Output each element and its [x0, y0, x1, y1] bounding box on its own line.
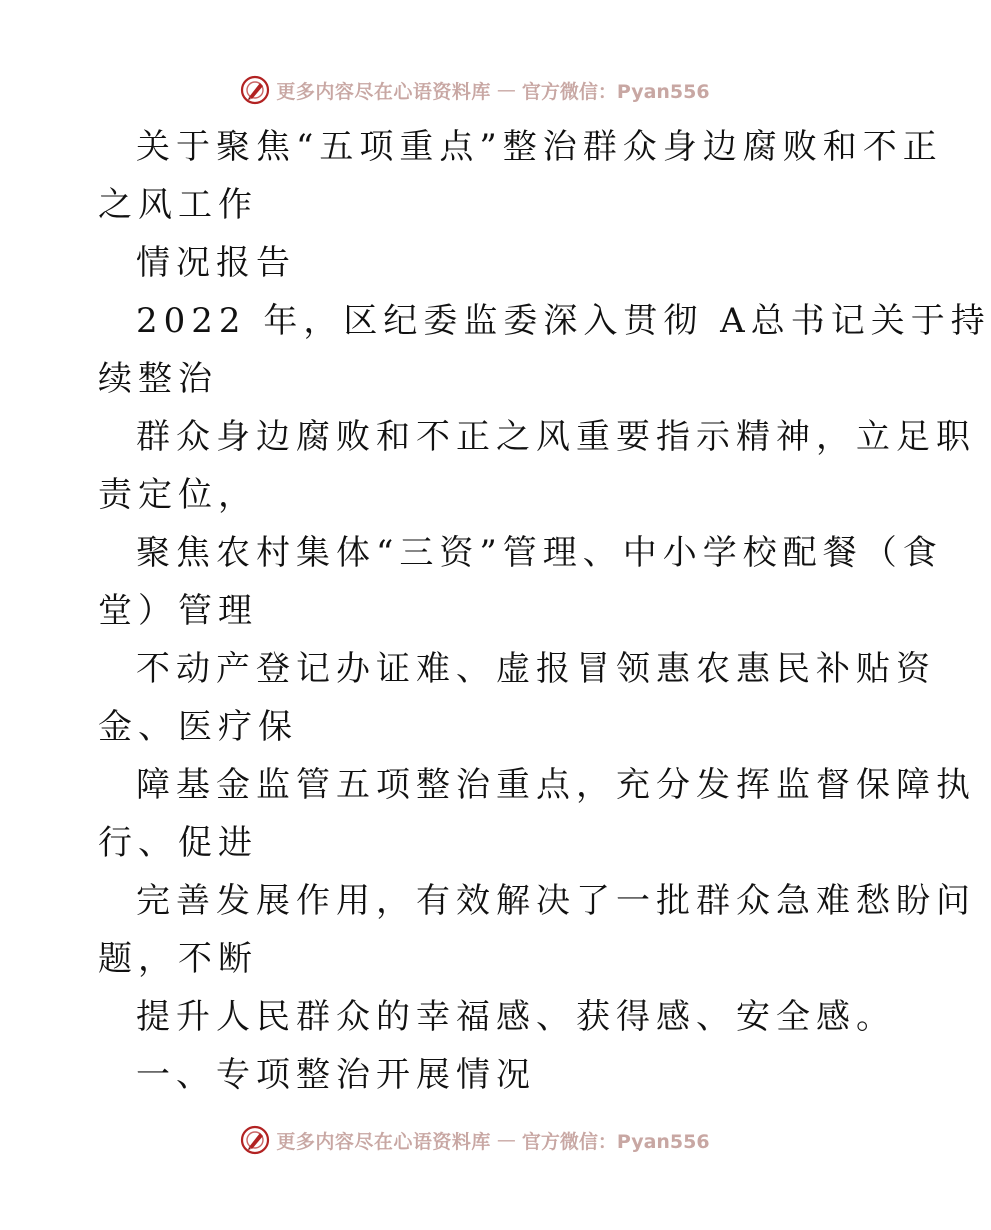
text-line: 题，不断	[98, 939, 258, 979]
text-line: 堂）管理	[98, 591, 258, 631]
section-heading: 一、专项整治开展情况	[136, 1055, 536, 1095]
text-line: 金、医疗保	[98, 707, 298, 747]
text-line: 聚焦农村集体“三资”管理、中小学校配餐（食	[136, 533, 943, 573]
watermark-brand-text: 更多内容尽在心语资料库	[276, 1130, 491, 1153]
text-line: 提升人民群众的幸福感、获得感、安全感。	[136, 997, 896, 1037]
watermark-contact-text: 官方微信：Pyan556	[521, 80, 710, 103]
text-line: 群众身边腐败和不正之风重要指示精神，立足职	[136, 417, 976, 457]
text-line: 障基金监管五项整治重点，充分发挥监督保障执	[136, 765, 976, 805]
watermark-header	[0, 70, 950, 110]
text-line: 不动产登记办证难、虚报冒领惠农惠民补贴资	[136, 649, 936, 689]
text-line: 情况报告	[136, 243, 296, 283]
text-line: 行、促进	[98, 823, 258, 863]
watermark-footer	[0, 1120, 950, 1160]
text-line: 2022 年，区纪委监委深入贯彻 A总书记关于持	[136, 301, 991, 341]
watermark-dash: —	[496, 79, 516, 101]
watermark-dash: —	[496, 1129, 516, 1151]
text-line: 完善发展作用，有效解决了一批群众急难愁盼问	[136, 881, 976, 921]
watermark-brand-text: 更多内容尽在心语资料库	[276, 80, 491, 103]
pen-nib-logo-icon	[240, 75, 270, 105]
text-line: 之风工作	[98, 185, 258, 225]
text-line: 责定位，	[98, 475, 258, 515]
watermark-contact-text: 官方微信：Pyan556	[521, 1130, 710, 1153]
text-line: 续整治	[98, 359, 218, 399]
document-body	[98, 118, 991, 1104]
text-line: 关于聚焦“五项重点”整治群众身边腐败和不正	[136, 127, 943, 167]
pen-nib-logo-icon	[240, 1125, 270, 1155]
